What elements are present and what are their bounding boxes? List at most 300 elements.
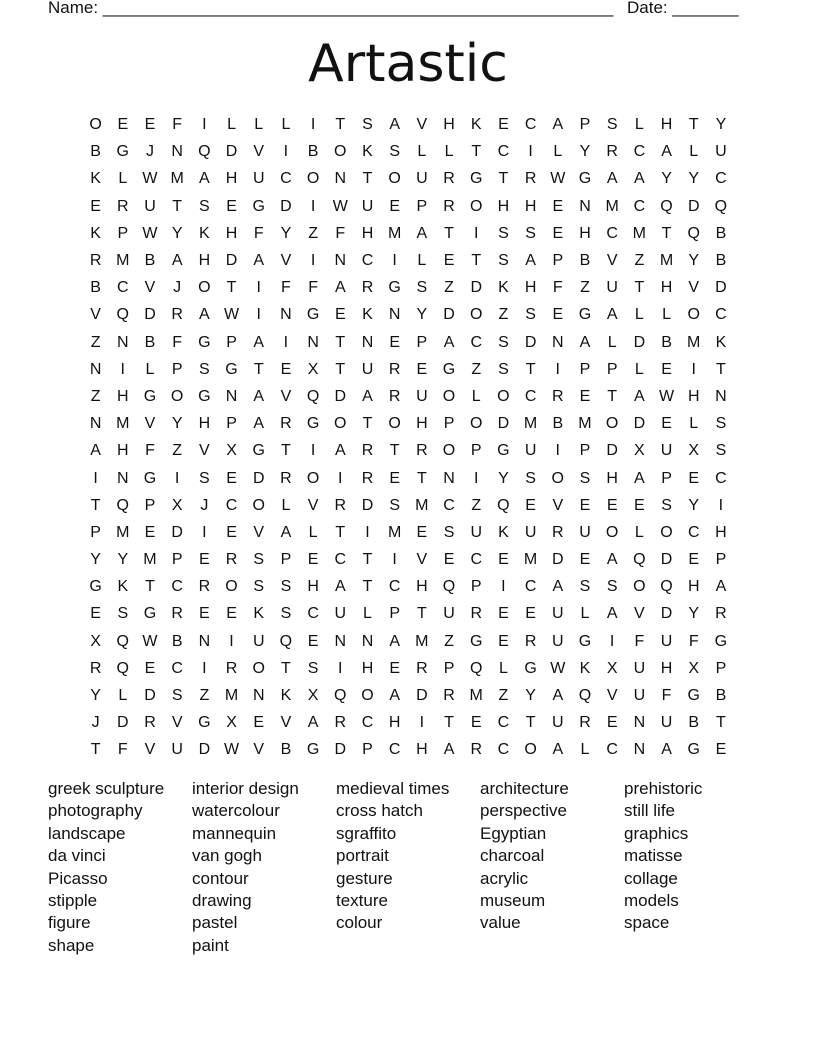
grid-letter: A — [253, 252, 265, 270]
grid-letter: J — [200, 496, 209, 514]
grid-letter: C — [280, 170, 292, 188]
grid-letter: V — [688, 279, 700, 297]
grid-letter: U — [552, 714, 564, 732]
grid-letter: E — [688, 469, 700, 487]
grid-letter: A — [416, 224, 428, 242]
grid-letter: A — [253, 333, 265, 351]
word-list-item: colour — [336, 913, 383, 933]
grid-letter: E — [226, 197, 237, 215]
grid-letter: G — [198, 333, 211, 351]
grid-letter: W — [550, 659, 566, 677]
grid-letter: V — [280, 714, 292, 732]
grid-letter: D — [252, 469, 265, 487]
grid-letter: S — [253, 551, 265, 569]
grid-letter: V — [307, 496, 319, 514]
grid-letter: C — [633, 197, 646, 215]
grid-letter: P — [144, 496, 156, 514]
grid-row — [82, 573, 735, 600]
grid-letter: D — [633, 333, 646, 351]
grid-letter: X — [90, 632, 101, 650]
grid-letter: V — [144, 279, 156, 297]
grid-letter: L — [634, 116, 644, 134]
grid-letter: V — [416, 116, 428, 134]
grid-row — [82, 682, 735, 709]
grid-letter: Z — [634, 252, 645, 270]
grid-letter: E — [389, 659, 400, 677]
grid-letter: Y — [688, 252, 700, 270]
grid-letter: M — [605, 197, 619, 215]
grid-letter: N — [307, 333, 319, 351]
grid-letter: B — [661, 333, 672, 351]
grid-letter: O — [633, 578, 646, 596]
grid-letter: L — [553, 143, 563, 161]
grid-letter: L — [444, 143, 454, 161]
grid-letter: G — [442, 360, 456, 378]
word-list-item: space — [624, 913, 670, 933]
grid-letter: G — [198, 714, 211, 732]
grid-letter: A — [443, 741, 455, 759]
grid-letter: L — [580, 605, 590, 623]
grid-letter: V — [199, 442, 210, 460]
grid-letter: K — [579, 659, 591, 677]
grid-letter: Q — [687, 224, 700, 242]
grid-letter: H — [524, 197, 537, 215]
grid-letter: M — [659, 252, 674, 270]
grid-letter: B — [144, 333, 156, 351]
grid-letter: V — [552, 496, 564, 514]
grid-letter: R — [144, 714, 156, 732]
grid-letter: X — [171, 496, 183, 514]
grid-letter: Q — [633, 551, 646, 569]
grid-letter: E — [498, 632, 509, 650]
grid-row — [82, 519, 735, 546]
grid-letter: E — [90, 197, 101, 215]
grid-letter: V — [280, 252, 292, 270]
grid-letter: A — [661, 143, 672, 161]
grid-letter: I — [691, 360, 696, 378]
grid-row — [82, 193, 735, 220]
grid-letter: E — [307, 551, 319, 569]
grid-letter: R — [524, 632, 537, 650]
grid-letter: S — [606, 116, 618, 134]
grid-letter: V — [144, 415, 156, 433]
grid-letter: E — [661, 360, 672, 378]
grid-letter: E — [525, 496, 536, 514]
grid-letter: L — [662, 306, 671, 324]
grid-letter: L — [634, 523, 644, 541]
grid-letter: P — [579, 116, 591, 134]
grid-letter: H — [443, 116, 455, 134]
grid-letter: N — [171, 143, 183, 161]
grid-letter: E — [144, 523, 156, 541]
grid-letter: W — [658, 387, 675, 405]
grid-letter: G — [89, 578, 102, 596]
grid-letter: A — [362, 387, 373, 405]
grid-letter: B — [552, 415, 564, 433]
grid-letter: R — [416, 442, 428, 460]
grid-letter: I — [555, 360, 560, 378]
grid-letter: Q — [714, 197, 728, 215]
grid-row — [82, 111, 735, 138]
grid-letter: E — [389, 197, 400, 215]
grid-letter: A — [253, 415, 265, 433]
grid-letter: A — [552, 116, 564, 134]
grid-letter: I — [365, 523, 370, 541]
grid-letter: M — [523, 551, 538, 569]
grid-letter: W — [550, 170, 566, 188]
grid-letter: O — [524, 741, 537, 759]
grid-letter: T — [362, 578, 373, 596]
grid-letter: O — [388, 415, 401, 433]
grid-letter: S — [253, 578, 265, 596]
grid-letter: F — [145, 442, 155, 460]
grid-letter: W — [142, 224, 158, 242]
word-list-item: watercolour — [192, 801, 280, 821]
grid-letter: G — [198, 387, 211, 405]
grid-letter: Y — [715, 116, 727, 134]
grid-letter: L — [281, 496, 291, 514]
grid-letter: G — [578, 306, 592, 324]
grid-letter: T — [281, 442, 291, 460]
grid-letter: X — [307, 687, 319, 705]
grid-letter: O — [225, 578, 238, 596]
grid-letter: L — [634, 306, 644, 324]
grid-letter: T — [335, 523, 346, 541]
grid-letter: L — [471, 387, 481, 405]
grid-letter: M — [170, 170, 184, 188]
grid-letter: R — [606, 143, 618, 161]
grid-letter: E — [606, 496, 618, 514]
grid-letter: N — [198, 632, 211, 650]
grid-letter: Y — [661, 170, 672, 188]
grid-letter: R — [361, 279, 374, 297]
grid-letter: B — [715, 687, 727, 705]
grid-letter: W — [223, 741, 240, 759]
grid-letter: Y — [688, 496, 700, 514]
grid-letter: D — [715, 279, 727, 297]
grid-letter: A — [389, 116, 400, 134]
word-column — [480, 778, 624, 957]
grid-letter: L — [308, 523, 318, 541]
grid-letter: G — [578, 632, 592, 650]
grid-letter: M — [116, 415, 130, 433]
grid-letter: H — [198, 415, 211, 433]
grid-letter: E — [498, 605, 509, 623]
grid-letter: D — [171, 523, 183, 541]
grid-letter: D — [660, 605, 673, 623]
word-list-item: sgraffito — [336, 823, 397, 843]
grid-letter: N — [334, 632, 347, 650]
grid-letter: R — [388, 387, 401, 405]
grid-letter: P — [389, 605, 400, 623]
grid-letter: P — [470, 442, 482, 460]
grid-letter: V — [280, 387, 292, 405]
grid-letter: S — [117, 605, 129, 623]
grid-letter: M — [687, 333, 701, 351]
grid-letter: T — [253, 360, 264, 378]
grid-letter: R — [198, 578, 211, 596]
grid-letter: C — [361, 714, 374, 732]
word-list-item: Picasso — [48, 868, 108, 888]
grid-letter: C — [117, 279, 129, 297]
grid-letter: C — [524, 578, 537, 596]
grid-letter: L — [689, 415, 699, 433]
grid-letter: F — [335, 224, 346, 242]
grid-letter: F — [661, 687, 672, 705]
grid-letter: I — [202, 523, 207, 541]
grid-letter: V — [253, 741, 265, 759]
grid-letter: L — [634, 360, 644, 378]
grid-letter: T — [525, 714, 536, 732]
grid-letter: A — [171, 252, 183, 270]
grid-letter: Q — [578, 687, 592, 705]
grid-letter: S — [199, 360, 210, 378]
grid-letter: I — [310, 116, 316, 134]
grid-row — [82, 628, 735, 655]
grid-letter: E — [552, 224, 564, 242]
grid-letter: O — [442, 387, 456, 405]
grid-row — [82, 383, 735, 410]
grid-letter: Q — [469, 659, 483, 677]
word-list-item: stipple — [48, 891, 98, 911]
word-list-item: gesture — [336, 868, 393, 888]
grid-letter: L — [281, 116, 291, 134]
grid-letter: A — [552, 578, 564, 596]
grid-letter: C — [334, 551, 347, 569]
grid-letter: M — [387, 523, 402, 541]
grid-letter: P — [443, 659, 455, 677]
word-list-item: photography — [48, 801, 143, 821]
grid-letter: I — [501, 578, 506, 596]
grid-letter: I — [256, 306, 261, 324]
grid-letter: G — [306, 306, 320, 324]
grid-letter: O — [442, 442, 456, 460]
grid-letter: N — [361, 333, 374, 351]
grid-letter: D — [687, 197, 700, 215]
grid-letter: P — [226, 415, 237, 433]
grid-letter: Y — [525, 687, 536, 705]
grid-letter: R — [225, 659, 238, 677]
grid-letter: T — [471, 143, 482, 161]
grid-letter: U — [252, 632, 265, 650]
grid-letter: C — [633, 143, 646, 161]
grid-letter: N — [225, 387, 238, 405]
grid-letter: V — [634, 605, 645, 623]
grid-letter: D — [660, 551, 673, 569]
grid-letter: U — [416, 170, 428, 188]
grid-letter: B — [280, 741, 292, 759]
grid-letter: O — [551, 469, 564, 487]
grid-letter: G — [687, 741, 700, 759]
grid-letter: N — [715, 387, 727, 405]
grid-letter: N — [89, 415, 102, 433]
grid-letter: S — [579, 578, 591, 596]
grid-letter: E — [443, 551, 455, 569]
grid-letter: T — [661, 224, 672, 242]
grid-letter: E — [552, 197, 564, 215]
grid-letter: C — [388, 741, 401, 759]
grid-letter: E — [498, 551, 509, 569]
grid-letter: D — [416, 687, 428, 705]
grid-letter: T — [444, 714, 454, 732]
word-list-item: greek sculpture — [48, 779, 165, 798]
grid-letter: E — [226, 605, 237, 623]
grid-letter: M — [632, 224, 646, 242]
word-list-item: models — [624, 891, 679, 911]
grid-letter: T — [444, 224, 454, 242]
grid-letter: P — [661, 469, 672, 487]
grid-letter: R — [715, 605, 727, 623]
grid-letter: P — [470, 578, 482, 596]
grid-letter: M — [116, 523, 130, 541]
grid-letter: N — [388, 306, 401, 324]
grid-letter: N — [334, 252, 347, 270]
word-column — [624, 778, 768, 957]
grid-letter: F — [172, 333, 183, 351]
word-list-item: acrylic — [480, 868, 529, 888]
grid-letter: G — [578, 170, 592, 188]
grid-letter: C — [715, 170, 727, 188]
grid-letter: E — [416, 523, 428, 541]
grid-letter: M — [523, 415, 538, 433]
word-list-item: perspective — [480, 801, 567, 821]
grid-letter: O — [469, 197, 483, 215]
grid-letter: A — [307, 714, 319, 732]
grid-letter: I — [473, 224, 479, 242]
word-list-item: contour — [192, 868, 249, 888]
grid-letter: F — [552, 279, 563, 297]
grid-letter: I — [202, 116, 207, 134]
grid-letter: M — [578, 415, 592, 433]
grid-letter: C — [606, 741, 618, 759]
grid-letter: C — [606, 224, 618, 242]
grid-letter: G — [143, 387, 157, 405]
grid-letter: F — [281, 279, 291, 297]
grid-letter: B — [90, 143, 101, 161]
grid-letter: U — [633, 659, 646, 677]
grid-letter: N — [280, 306, 292, 324]
grid-letter: H — [307, 578, 319, 596]
grid-letter: T — [471, 252, 482, 270]
grid-letter: I — [120, 360, 125, 378]
grid-letter: S — [199, 469, 210, 487]
grid-letter: Q — [497, 496, 510, 514]
grid-letter: Z — [308, 224, 318, 242]
grid-letter: T — [90, 741, 101, 759]
grid-letter: G — [524, 659, 537, 677]
grid-letter: Q — [116, 496, 129, 514]
grid-letter: A — [634, 387, 645, 405]
grid-letter: C — [361, 252, 374, 270]
word-list-item: collage — [624, 868, 678, 888]
grid-letter: U — [470, 523, 482, 541]
grid-letter: E — [226, 469, 237, 487]
grid-letter: I — [392, 551, 397, 569]
word-column — [336, 778, 480, 957]
name-field-line: Name: ______________________________________________________ — [48, 0, 614, 17]
word-list-item: interior design — [192, 779, 299, 798]
grid-letter: T — [281, 659, 291, 677]
grid-letter: B — [688, 714, 700, 732]
grid-letter: T — [498, 170, 509, 188]
grid-letter: Q — [306, 387, 320, 405]
grid-letter: Y — [171, 224, 183, 242]
grid-letter: A — [606, 605, 618, 623]
grid-letter: B — [715, 224, 727, 242]
grid-letter: G — [306, 741, 320, 759]
grid-letter: U — [660, 442, 673, 460]
grid-letter: G — [687, 687, 700, 705]
grid-letter: G — [469, 632, 483, 650]
grid-letter: R — [443, 197, 455, 215]
grid-letter: Z — [580, 279, 590, 297]
grid-letter: R — [552, 523, 564, 541]
grid-letter: M — [387, 224, 402, 242]
grid-letter: A — [253, 387, 265, 405]
grid-letter: Z — [498, 306, 509, 324]
grid-row — [82, 600, 735, 627]
grid-letter: T — [716, 360, 726, 378]
grid-letter: H — [579, 224, 591, 242]
grid-letter: R — [334, 714, 347, 732]
grid-letter: H — [416, 415, 428, 433]
grid-letter: L — [580, 741, 590, 759]
word-list-item: pastel — [192, 913, 238, 933]
grid-letter: X — [688, 442, 700, 460]
grid-letter: K — [90, 224, 101, 242]
grid-letter: A — [199, 170, 210, 188]
grid-letter: S — [525, 469, 536, 487]
grid-letter: T — [362, 170, 373, 188]
puzzle-title: Artastic — [308, 34, 508, 94]
grid-letter: I — [338, 469, 343, 487]
grid-letter: U — [715, 143, 727, 161]
grid-letter: I — [256, 279, 261, 297]
grid-letter: U — [524, 523, 537, 541]
grid-letter: P — [280, 551, 292, 569]
grid-letter: Z — [90, 387, 101, 405]
grid-letter: L — [363, 605, 372, 623]
grid-letter: S — [661, 496, 672, 514]
grid-letter: S — [443, 523, 455, 541]
grid-letter: T — [634, 279, 645, 297]
grid-letter: D — [633, 415, 646, 433]
grid-letter: O — [469, 415, 483, 433]
grid-letter: Z — [444, 632, 454, 650]
grid-row — [82, 329, 735, 356]
grid-letter: W — [332, 197, 348, 215]
word-list-item: matisse — [624, 846, 683, 866]
grid-letter: M — [415, 632, 429, 650]
grid-letter: S — [416, 279, 428, 297]
grid-letter: A — [389, 687, 400, 705]
grid-letter: E — [470, 714, 482, 732]
grid-letter: W — [223, 306, 240, 324]
grid-letter: Y — [90, 551, 101, 569]
grid-letter: M — [143, 551, 157, 569]
word-column — [48, 778, 192, 957]
grid-letter: Q — [116, 632, 129, 650]
grid-letter: T — [607, 387, 618, 405]
grid-letter: C — [388, 578, 401, 596]
grid-letter: H — [117, 442, 129, 460]
grid-letter: D — [334, 387, 347, 405]
grid-letter: E — [280, 360, 292, 378]
grid-letter: A — [634, 170, 645, 188]
grid-row — [82, 464, 735, 491]
grid-letter: X — [688, 659, 700, 677]
grid-letter: Q — [116, 659, 129, 677]
